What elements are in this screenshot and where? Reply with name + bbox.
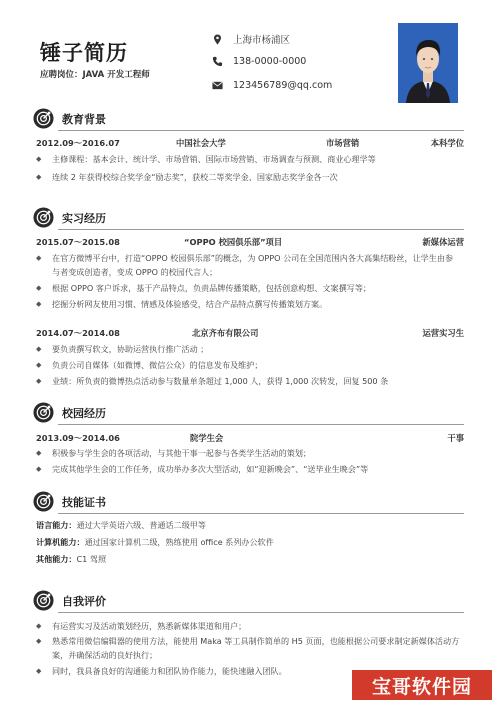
section-divider: [58, 612, 464, 613]
education-school: 中国社会大学: [176, 138, 226, 148]
job-period: 2015.07～2015.08: [36, 237, 120, 247]
list-item: ◆ 熟悉常用微信编辑器的使用方法，能使用 Maka 等工具制作简单的 H5 页面，也能根据公司要求制定新媒体活动方案，并确保活动的良好执行；: [36, 634, 460, 662]
section-title: 教育背景: [62, 112, 106, 126]
location-text: 上海市杨浦区: [233, 35, 291, 46]
list-item: ◆ 在官方微博平台中，打造“OPPO 校园俱乐部”的概念，为 OPPO 公司在全国范围内各大高集结粉丝，让学生由参与者变成创造者，变成 OPPO 的校园代言人；: [36, 251, 460, 279]
target-icon: [33, 108, 54, 129]
section-title: 技能证书: [62, 495, 106, 509]
list-item: ◆ 负责公司自媒体（如微博、微信公众）的信息发布及维护；: [36, 358, 460, 372]
job-position: 应聘岗位：JAVA 开发工程师: [40, 70, 150, 80]
section-education-header: [33, 108, 106, 129]
contact-phone: [212, 56, 306, 67]
skill-label: 计算机能力：: [36, 537, 85, 547]
skill-text: 通过大学英语六级、普通话二级甲等: [76, 520, 206, 530]
skill-label: 其他能力：: [36, 554, 77, 564]
education-degree: 本科学位: [430, 138, 464, 148]
list-item: ◆ 完成其他学生会的工作任务，成功举办多次大型活动，如“迎新晚会”、“送毕业生晚会”等: [36, 462, 460, 476]
resume-name: 锤子简历: [40, 41, 128, 65]
section-divider: [58, 130, 464, 131]
skill-text: 通过国家计算机二级，熟练使用 office 系列办公软件: [84, 537, 274, 547]
section-self-header: [33, 590, 106, 611]
list-item: ◆ 连续 2 年获得校综合奖学金“励志奖”，获校二等奖学金、国家励志奖学金各一次: [36, 170, 460, 184]
job-period: 2014.07～2014.08: [36, 328, 120, 338]
list-item: ◆ 同时，我具备良好的沟通能力和团队协作能力，能快速融入团队。: [36, 664, 460, 678]
section-divider: [58, 424, 464, 425]
target-icon: [33, 207, 54, 228]
skill-label: 语言能力：: [36, 520, 77, 530]
section-skills-header: [33, 491, 106, 512]
email-text: 123456789@qq.com: [233, 80, 333, 91]
phone-text: 138-0000-0000: [233, 56, 307, 67]
target-icon: [33, 590, 54, 611]
education-row: [36, 137, 464, 149]
section-title: 实习经历: [62, 211, 106, 225]
section-internship-header: [33, 207, 106, 228]
internship-row-2: [36, 327, 464, 339]
skill-computer: [36, 537, 460, 548]
skill-text: C1 驾照: [76, 554, 107, 564]
campus-role: 干事: [447, 433, 464, 443]
skill-language: [36, 520, 460, 531]
list-item: ◆ 根据 OPPO 客户诉求，基于产品特点，负责品牌传播策略，包括创意构想、文案撰写等；: [36, 281, 460, 295]
list-item: ◆ 业绩：所负责的微博热点活动参与数量单条超过 1,000 人，获得 1,000 次转发，回复 500 条: [36, 374, 460, 388]
campus-period: 2013.09～2014.06: [36, 433, 120, 443]
contact-location: [212, 32, 290, 46]
section-divider: [58, 513, 464, 514]
section-title: 校园经历: [62, 406, 106, 420]
section-title: 自我评价: [62, 594, 106, 608]
phone-icon: [212, 56, 223, 67]
internship-row-1: [36, 236, 464, 248]
section-divider: [58, 229, 464, 230]
list-item: ◆ 有运营实习及活动策划经历，熟悉新媒体渠道和用户；: [36, 619, 460, 633]
job-role: 新媒体运营: [422, 237, 464, 247]
target-icon: [33, 402, 54, 423]
education-period: 2012.09～2016.07: [36, 138, 120, 148]
email-icon: [212, 80, 223, 91]
education-major: 市场营销: [326, 138, 360, 148]
job-company: “OPPO 校园俱乐部”项目: [184, 237, 283, 247]
skill-other: [36, 554, 460, 565]
job-role: 运营实习生: [422, 328, 464, 338]
list-item: ◆ 积极参与学生会的各项活动，与其他干事一起参与各类学生活动的策划；: [36, 446, 460, 460]
job-company: 北京齐布有限公司: [192, 328, 259, 338]
location-pin-icon: [212, 34, 223, 45]
contact-email: [212, 80, 332, 91]
list-item: ◆ 挖掘分析网友使用习惯、情感及体验感受，结合产品特点撰写传播策划方案。: [36, 297, 460, 311]
campus-org: 院学生会: [190, 433, 224, 443]
list-item: ◆ 主修课程：基本会计、统计学、市场营销、国际市场营销、市场调查与预测、商业心理学等: [36, 152, 460, 166]
campus-row: [36, 432, 464, 444]
list-item: ◆ 要负责撰写软文，协助运营执行推广活动 ；: [36, 342, 460, 356]
profile-photo: [398, 23, 458, 103]
section-campus-header: [33, 402, 106, 423]
target-icon: [33, 491, 54, 512]
watermark-logo: 宝哥软件园: [352, 670, 492, 700]
